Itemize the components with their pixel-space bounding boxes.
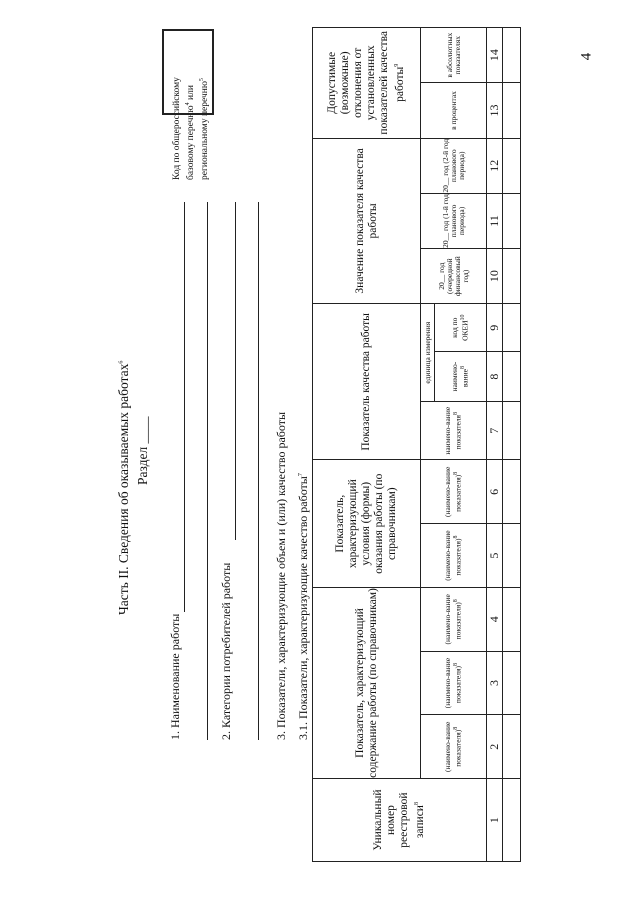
col-number: 2 xyxy=(487,715,503,779)
sub-year-2: 20__ год (2-й год планового периода) xyxy=(421,138,487,193)
sub-absolute: в абсолютных показателях xyxy=(421,28,487,83)
col-deviation-header: Допустимые (возможные) отклонения от установленных показателей качества работы$^9$ xyxy=(313,28,421,139)
table-cell[interactable] xyxy=(503,83,521,138)
col-number: 5 xyxy=(487,524,503,588)
section-label: Раздел ____ xyxy=(135,416,150,485)
sub-percent: в процентах xyxy=(421,83,487,138)
col-number: 12 xyxy=(487,138,503,193)
table-cell[interactable] xyxy=(503,193,521,248)
field-name-line xyxy=(184,202,185,612)
field-name-line-2 xyxy=(207,202,208,740)
table-cell[interactable] xyxy=(503,304,521,352)
sub-unit-name: наимено-вание$^8$ xyxy=(435,352,487,402)
field-category-label: 2. Категории потребителей работы xyxy=(219,562,233,740)
field-name-label: 1. Наименование работы xyxy=(168,613,182,740)
col-number: 6 xyxy=(487,460,503,524)
quality-heading: 3.1. Показатели, характеризующие качество работы$^7$ xyxy=(296,473,310,740)
col-number: 13 xyxy=(487,83,503,138)
col-unique-header: Уникальный номер реестровой записи$^8$ xyxy=(313,779,487,862)
col-number: 7 xyxy=(487,402,503,460)
col-number: 11 xyxy=(487,193,503,248)
table-cell[interactable] xyxy=(503,715,521,779)
sub-name-indicator: (наимено-вание показателя)$^8$ xyxy=(421,460,487,524)
col-number: 8 xyxy=(487,352,503,402)
sub-name-indicator: (наимено-вание показателя)$^8$ xyxy=(421,524,487,588)
field-category-line-2 xyxy=(258,202,259,740)
code-box[interactable] xyxy=(162,29,214,115)
code-label: Код по общероссийскому базовому перечню$^4$ или региональному перечню$^5$ xyxy=(172,77,211,180)
col-conditions-header: Показатель, характеризующий условия (формы) оказания работы (по справочникам) xyxy=(313,460,421,587)
col-number: 9 xyxy=(487,304,503,352)
sub-year-1: 20__ год (1-й год планового периода) xyxy=(421,193,487,248)
sub-year-current: 20__ год (очередной финансовый год) xyxy=(421,249,487,304)
table-cell[interactable] xyxy=(503,779,521,862)
col-content-header: Показатель, характеризующий содержание работы (по справочникам) xyxy=(313,587,421,778)
col-number: 3 xyxy=(487,651,503,715)
col-number: 14 xyxy=(487,28,503,83)
rotated-page-content xyxy=(22,10,622,880)
col-number: 4 xyxy=(487,587,503,651)
sub-name-indicator: (наимено-вание показателя)$^8$ xyxy=(421,587,487,651)
col-values-header: Значение показателя качества работы xyxy=(313,138,421,304)
col-quality-header: Показатель качества работы xyxy=(313,304,421,460)
table-cell[interactable] xyxy=(503,138,521,193)
table-cell[interactable] xyxy=(503,524,521,588)
table-cell[interactable] xyxy=(503,249,521,304)
table-cell[interactable] xyxy=(503,402,521,460)
table-cell[interactable] xyxy=(503,460,521,524)
sub-okei: код по ОКЕИ$^{10}$ xyxy=(435,304,487,352)
sub-quality-name: наимено-вание показателя$^8$ xyxy=(421,402,487,460)
table-cell[interactable] xyxy=(503,651,521,715)
table-cell[interactable] xyxy=(503,352,521,402)
field-category-line xyxy=(235,202,236,540)
part-title: Часть II. Сведения об оказываемых работах$^6$ xyxy=(116,360,131,615)
indicators-heading: 3. Показатели, характеризующие объем и (или) качество работы xyxy=(274,411,288,740)
page-number: 4 xyxy=(578,52,595,61)
quality-table xyxy=(312,27,521,862)
sub-unit-header: единица измерения xyxy=(421,304,435,402)
table-cell[interactable] xyxy=(503,28,521,83)
col-number: 10 xyxy=(487,249,503,304)
col-number: 1 xyxy=(487,779,503,862)
table-cell[interactable] xyxy=(503,587,521,651)
sub-name-indicator: (наимено-вание показателя)$^8$ xyxy=(421,651,487,715)
sub-name-indicator: (наимено-вание показателя)$^8$ xyxy=(421,715,487,779)
